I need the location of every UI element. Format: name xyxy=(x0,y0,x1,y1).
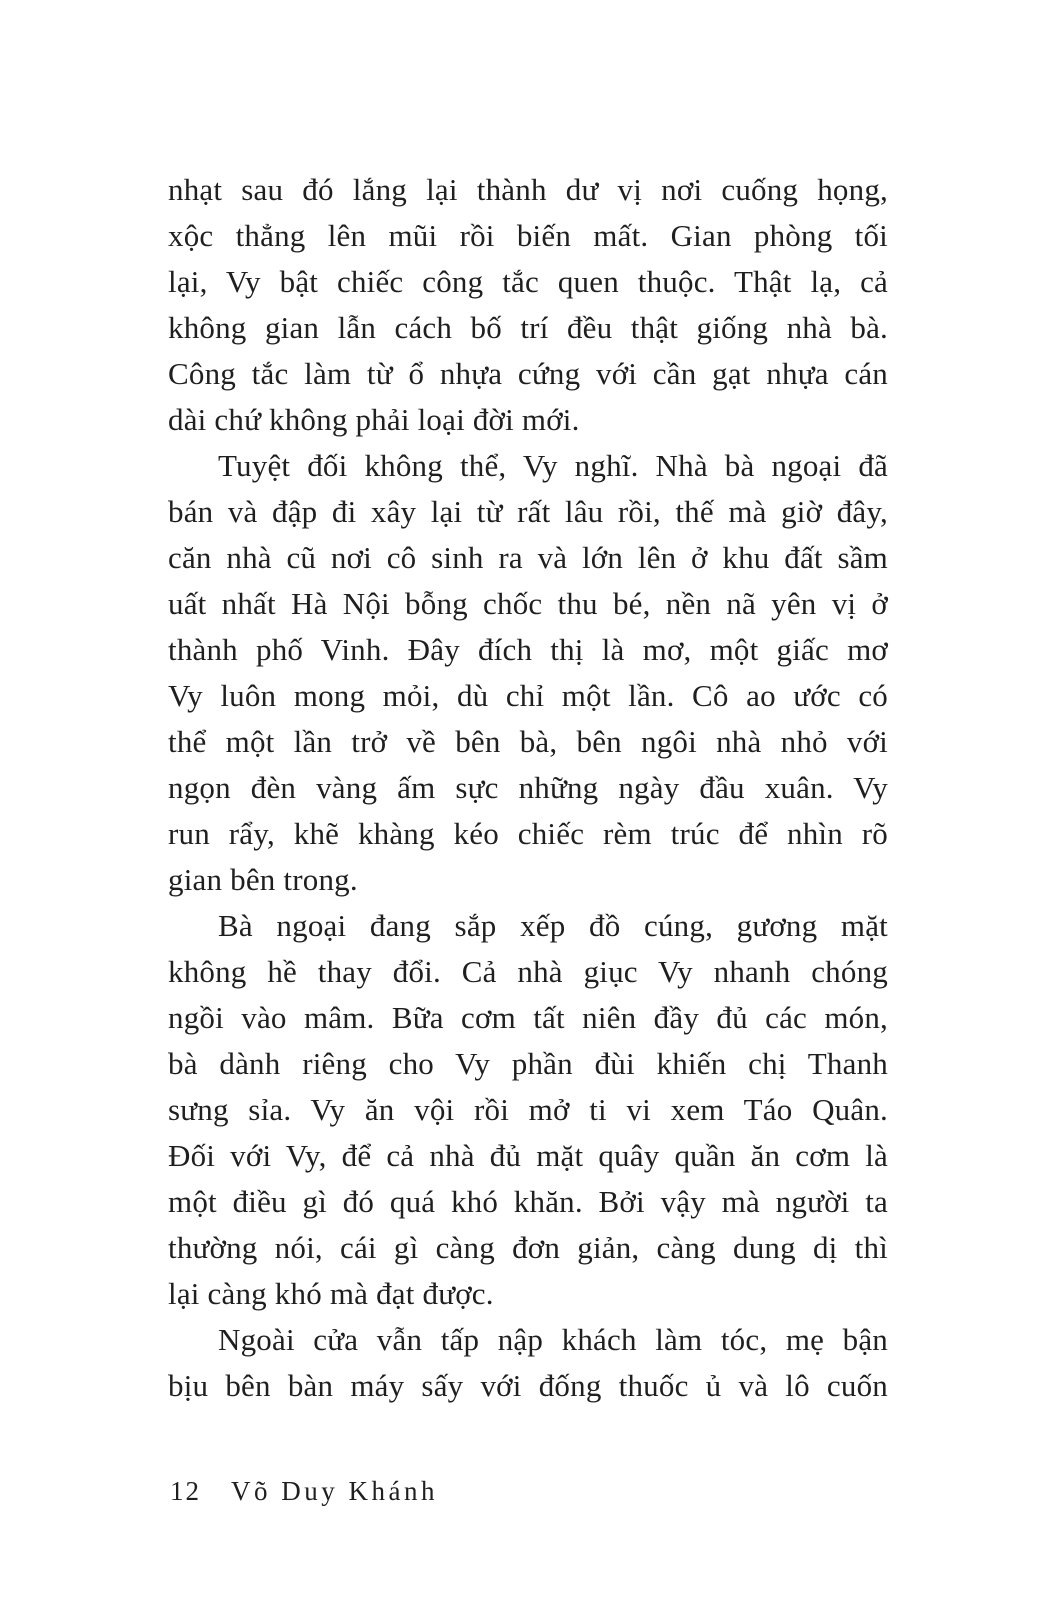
text-line: lại càng khó mà đạt được. xyxy=(168,1276,494,1311)
text-line: sưng sỉa. Vy ăn vội rồi mở ti vi xem Táo Quân. xyxy=(168,1092,888,1127)
text-line: không gian lẫn cách bố trí đều thật giống nhà bà. xyxy=(168,310,888,345)
text-line: không hề thay đổi. Cả nhà giục Vy nhanh chóng xyxy=(168,954,888,989)
text-line: gian bên trong. xyxy=(168,862,358,897)
text-line: một điều gì đó quá khó khăn. Bởi vậy mà người ta xyxy=(168,1184,888,1219)
text-line: thường nói, cái gì càng đơn giản, càng dung dị thì xyxy=(168,1230,888,1265)
body-text xyxy=(168,167,888,1409)
text-line: Đối với Vy, để cả nhà đủ mặt quây quần ăn cơm là xyxy=(168,1138,888,1173)
text-line: Vy luôn mong mỏi, dù chỉ một lần. Cô ao ước có xyxy=(168,678,888,713)
text-line: ngồi vào mâm. Bữa cơm tất niên đầy đủ các món, xyxy=(168,1000,888,1035)
paragraph xyxy=(168,167,888,443)
text-line: Tuyệt đối không thể, Vy nghĩ. Nhà bà ngoại đã xyxy=(218,448,888,483)
text-line: bán và đập đi xây lại từ rất lâu rồi, thế mà giờ đây, xyxy=(168,494,888,529)
text-line: Bà ngoại đang sắp xếp đồ cúng, gương mặt xyxy=(218,908,888,943)
paragraph xyxy=(168,443,888,903)
text-line: thành phố Vinh. Đây đích thị là mơ, một giấc mơ xyxy=(168,632,888,667)
author-name: Võ Duy Khánh xyxy=(231,1476,438,1506)
text-line: uất nhất Hà Nội bỗng chốc thu bé, nền nã yên vị ở xyxy=(168,586,888,621)
text-line: ngọn đèn vàng ấm sực những ngày đầu xuân. Vy xyxy=(168,770,888,805)
text-line: bịu bên bàn máy sấy với đống thuốc ủ và lô cuốn xyxy=(168,1368,888,1403)
text-line: Công tắc làm từ ổ nhựa cứng với cần gạt nhựa cán xyxy=(168,356,888,391)
page-footer xyxy=(170,1476,438,1507)
text-line: căn nhà cũ nơi cô sinh ra và lớn lên ở khu đất sầm xyxy=(168,540,888,575)
text-line: run rẩy, khẽ khàng kéo chiếc rèm trúc để nhìn rõ xyxy=(168,816,888,851)
text-line: lại, Vy bật chiếc công tắc quen thuộc. Thật lạ, cả xyxy=(168,264,888,299)
text-line: nhạt sau đó lắng lại thành dư vị nơi cuống họng, xyxy=(168,172,888,207)
text-line: xộc thẳng lên mũi rồi biến mất. Gian phòng tối xyxy=(168,218,888,253)
text-line: dài chứ không phải loại đời mới. xyxy=(168,402,580,437)
page-number: 12 xyxy=(170,1476,201,1506)
paragraph xyxy=(168,903,888,1317)
text-line: bà dành riêng cho Vy phần đùi khiến chị Thanh xyxy=(168,1046,888,1081)
paragraph xyxy=(168,1317,888,1409)
text-line: thể một lần trở về bên bà, bên ngôi nhà nhỏ với xyxy=(168,724,888,759)
text-line: Ngoài cửa vẫn tấp nập khách làm tóc, mẹ bận xyxy=(218,1322,888,1357)
